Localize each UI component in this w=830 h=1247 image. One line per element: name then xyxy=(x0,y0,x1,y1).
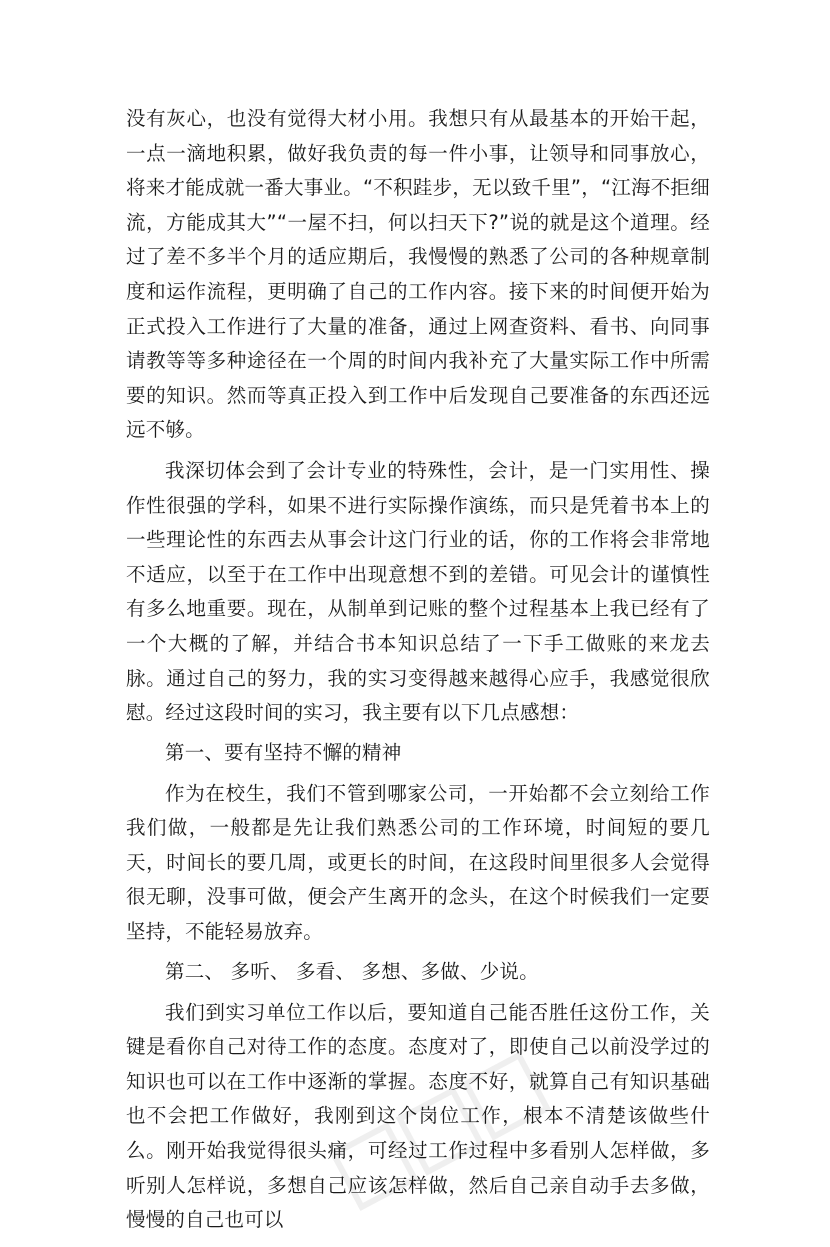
section-heading-2: 第二、 多听、 多看、 多想、多做、少说。 xyxy=(165,959,539,983)
document-body xyxy=(126,102,710,1238)
section-heading-1: 第一、要有坚持不懈的精神 xyxy=(165,740,402,764)
paragraph-2: 我深切体会到了会计专业的特殊性，会计，是一门实用性、操作性很强的学科，如果不进行实际操作演练，而只是凭着书本上的一些理论性的东西去从事会计这门行业的话，你的工作将会非常地不适应，以至于在工作中出现意想不到的差错。可见会计的谨慎性有多么地重要。现在，从制单到记账的整个过程基本上我已经有了一个大概的了解，并结合书本知识总结了一下手工做账的来龙去脉。通过自己的努力，我的实习变得越来越得心应手，我感觉很欣慰。经过这段时间的实习，我主要有以下几点感想： xyxy=(126,458,710,725)
paragraph-1: 没有灰心，也没有觉得大材小用。我想只有从最基本的开始干起，一点一滴地积累，做好我负责的每一件小事，让领导和同事放心，将来才能成就一番大事业。“不积跬步，无以致千里”，“江海不拒细流，方能成其大”“一屋不扫，何以扫天下?”说的就是这个道理。经过了差不多半个月的适应期后，我慢慢的熟悉了公司的各种规章制度和运作流程，更明确了自己的工作内容。接下来的时间便开始为正式投入工作进行了大量的准备，通过上网查资料、看书、向同事请教等等多种途径在一个周的时间内我补充了大量实际工作中所需要的知识。然而等真正投入到工作中后发现自己要准备的东西还远远不够。 xyxy=(126,107,710,442)
paragraph-3: 作为在校生，我们不管到哪家公司，一开始都不会立刻给工作我们做，一般都是先让我们熟悉公司的工作环境，时间短的要几天，时间长的要几周，或更长的时间，在这段时间里很多人会觉得很无聊，没事可做，便会产生离开的念头，在这个时候我们一定要坚持，不能轻易放弃。 xyxy=(126,781,710,944)
paragraph-4: 我们到实习单位工作以后，要知道自己能否胜任这份工作，关键是看你自己对待工作的态度。态度对了，即使自己以前没学过的知识也可以在工作中逐渐的掌握。态度不好，就算自己有知识基础也不会把工作做好，我刚到这个岗位工作，根本不清楚该做些什么。刚开始我觉得很头痛，可经过工作过程中多看别人怎样做，多听别人怎样说，多想自己应该怎样做，然后自己亲自动手去多做，慢慢的自己也可以 xyxy=(126,1000,710,1232)
